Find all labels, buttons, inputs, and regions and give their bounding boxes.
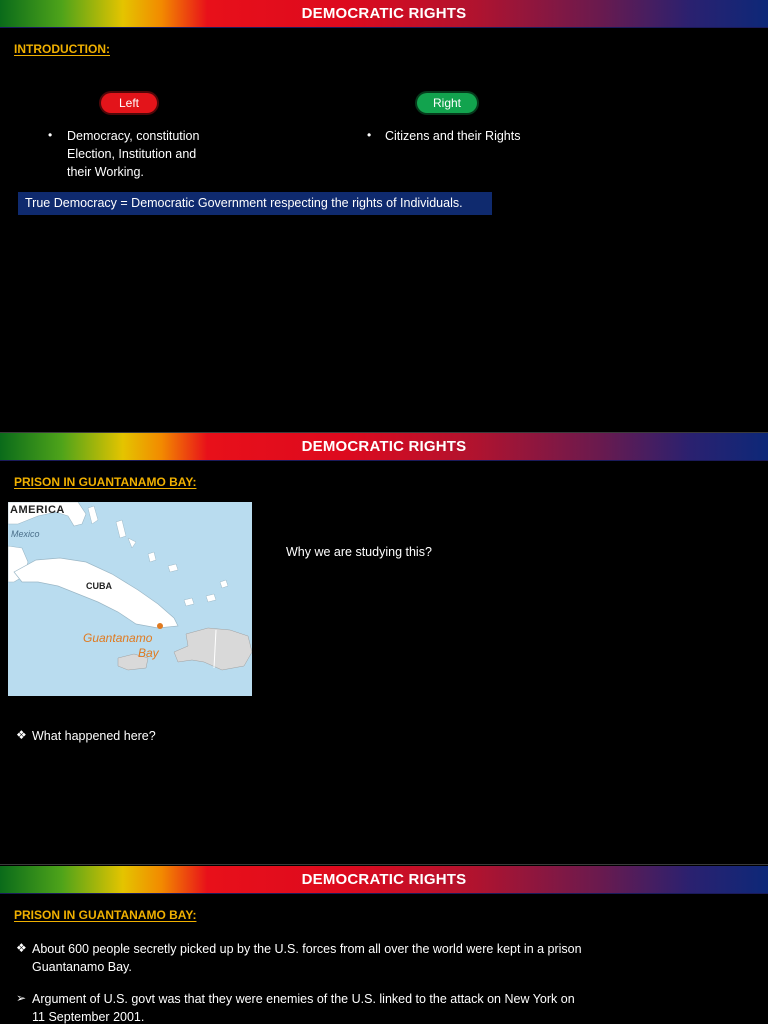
arrow-bullet-icon: ➢ (16, 991, 27, 1005)
right-label: Right (417, 93, 477, 113)
bullet-text: What happened here? (32, 729, 156, 743)
slide-divider (0, 864, 768, 865)
map-label-cuba: CUBA (86, 581, 112, 591)
left-bullet-line: their Working. (67, 165, 144, 179)
left-bullet-line: Democracy, constitution (67, 129, 200, 143)
banner-title: DEMOCRATIC RIGHTS (301, 871, 467, 888)
map-label-mexico: Mexico (11, 529, 40, 539)
section-heading: PRISON IN GUANTANAMO BAY: (14, 475, 197, 489)
question-text: Why we are studying this? (286, 545, 432, 559)
left-label: Left (101, 93, 157, 113)
right-bullet-text: Citizens and their Rights (385, 129, 521, 143)
map-label-guantanamo: Guantanamo (83, 631, 153, 645)
bullet-text (32, 990, 732, 1024)
bullet-line: 11 September 2001. (32, 1010, 145, 1024)
map-label-america: AMERICA (10, 504, 65, 516)
bullet-line: Guantanamo Bay. (32, 960, 132, 974)
banner-title: DEMOCRATIC RIGHTS (301, 5, 467, 22)
bullet-text (32, 940, 732, 976)
section-heading: INTRODUCTION: (14, 42, 110, 56)
slide-introduction (0, 0, 768, 432)
map-graphic (8, 502, 252, 696)
left-bullet-line: Election, Institution and (67, 147, 197, 161)
bullet-line: Argument of U.S. govt was that they were enemies of the U.S. linked to the attack on New York on (32, 992, 575, 1006)
bullet-dot: • (367, 128, 372, 142)
banner-title: DEMOCRATIC RIGHTS (301, 438, 467, 455)
bullet-dot: • (48, 128, 53, 142)
left-bullet-text (67, 127, 237, 181)
diamond-bullet-icon: ❖ (16, 728, 27, 742)
caribbean-map (8, 502, 252, 696)
map-label-bay: Bay (138, 646, 159, 660)
bullet-line: About 600 people secretly picked up by the U.S. forces from all over the world were kept in a prison (32, 942, 582, 956)
section-heading: PRISON IN GUANTANAMO BAY: (14, 908, 197, 922)
slide-guantanamo-details (0, 866, 768, 1024)
definition-highlight: True Democracy = Democratic Government respecting the rights of Individuals. (18, 192, 492, 215)
slide-guantanamo-map (0, 433, 768, 864)
diamond-bullet-icon: ❖ (16, 941, 27, 955)
